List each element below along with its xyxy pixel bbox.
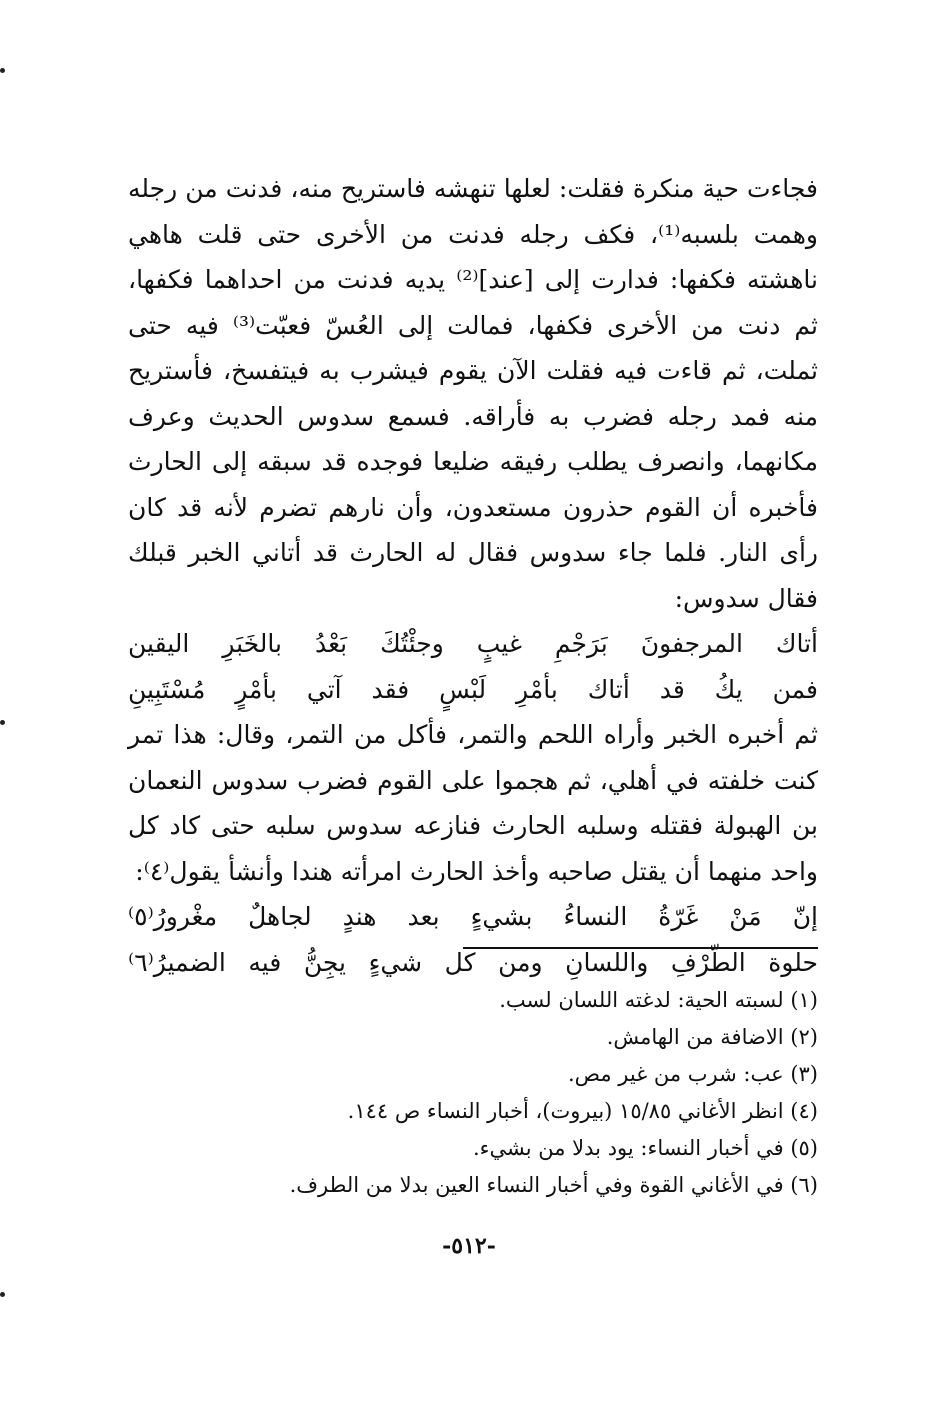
footnote-5: (٥) في أخبار النساء: يود بدلا من بشيء. — [472, 1136, 818, 1160]
verse-word: يكُ — [714, 674, 743, 704]
verse-word: أتاك — [775, 629, 818, 658]
paragraph-1: فجاءت حية منكرة فقلت: لعلها تنهشه فاستريح منه، فدنت من رجله وهمت بلسبه⁽¹⁾، فكف رجله فدنت من الأخرى حتى قلت هاهي ناهشته فكفها: فدارت إلى [عند]⁽²⁾ يديه فدنت من احداهما فكفها، ثم دنت من الأخرى فكفها، فمالت إلى العُسّ فعبّت⁽³⁾ فيه حتى ثملت، ثم قاءت فيه فقلت الآن يقوم فيشرب به فيتفسخ، فأستريح منه فمد رجله فضرب به فأراقه. فسمع سدوس الحديث وعرف مكانهما، وانصرف يطلب رفيقه ضليعا فوجده قد سبقه إلى الحارث فأخبره أن القوم حذرون مستعدون، وأن نارهم تضرم لأنه قد كان رأى النار. فلما جاء سدوس فقال له الحارث قد أتاني الخبر قبلك فقال سدوس: — [128, 174, 818, 613]
verse-word: اليقين — [128, 629, 190, 658]
verse-word: لجاهلٌ — [248, 902, 312, 931]
verse-word: بأمْرِ — [516, 674, 558, 704]
verse-word: بأمْرٍ — [235, 674, 278, 704]
verse-word: بعد — [407, 902, 440, 931]
verse-word: غَرّةُ — [658, 902, 699, 931]
verse-1-line-1 — [128, 621, 818, 667]
verse-word: بَرَجْمِ — [554, 629, 608, 658]
verse-word: فقد — [371, 674, 410, 704]
verse-word: المرجفونَ — [640, 629, 743, 658]
scan-speck — [0, 1292, 5, 1297]
verse-word: ومن — [498, 947, 543, 977]
verse-word: النساءُ — [563, 902, 628, 931]
page-number: -٥١٢- — [442, 1233, 496, 1259]
verse-word: آتي — [306, 674, 342, 704]
footnote-2: (٢) الاضافة من الهامش. — [606, 1025, 818, 1049]
verse-word: بالخَبَرِ — [222, 629, 282, 658]
footnotes — [128, 982, 818, 1204]
verse-word: أتاك — [587, 674, 630, 704]
verse-word: مُسْتَبِينِ — [128, 674, 206, 704]
verse-word: وجئْتُكَ — [380, 629, 444, 658]
verse-word: قد — [659, 674, 685, 704]
footnote-separator — [463, 947, 818, 949]
verse-word: فيه — [248, 947, 282, 977]
verse-word: لَبْسٍ — [439, 674, 487, 704]
verse-2-line-1 — [128, 894, 818, 940]
verse-word: بشيءٍ — [470, 902, 533, 931]
scan-speck — [0, 720, 5, 725]
verse-word: الضميرُ⁽٦⁾ — [128, 947, 226, 977]
footnote-3: (٣) عب: شرب من غير مص. — [567, 1062, 818, 1086]
verse-word: فمن — [772, 674, 818, 704]
verse-word: مَنْ — [729, 902, 762, 931]
verse-word: واللسانِ — [565, 947, 649, 977]
verse-word: غيبٍ — [476, 629, 522, 658]
verse-word: مغْرورُ⁽٥⁾ — [128, 902, 218, 931]
footnote-4: (٤) انظر الأغاني ١٥/٨٥ (بيروت)، أخبار النساء ص ١٤٤. — [347, 1099, 818, 1123]
verse-word: يجِنُّ — [303, 947, 346, 977]
verse-word: هندٍ — [342, 902, 377, 931]
verse-word: شيءٍ — [368, 947, 423, 977]
verse-word: الطّرْفِ — [670, 947, 746, 977]
verse-word: بَعْدُ — [314, 629, 348, 658]
scan-speck — [0, 68, 5, 73]
verse-word: إنّ — [792, 902, 818, 931]
paragraph-2: ثم أخبره الخبر وأراه اللحم والتمر، فأكل من التمر، وقال: هذا تمر كنت خلفته في أهلي، ثم هجموا على القوم فضرب سدوس النعمان بن الهبولة فقتله وسلبه الحارث فنازعه سدوس سلبه حتى كاد كل واحد منهما أن يقتل صاحبه وأخذ الحارث امرأته هندا وأنشأ يقول⁽٤⁾: — [128, 720, 818, 886]
verse-1-line-2 — [128, 667, 818, 713]
footnote-6: (٦) في الأغاني القوة وفي أخبار النساء العين بدلا من الطرف. — [289, 1173, 818, 1197]
verse-word: كل — [444, 947, 476, 977]
footnote-1: (١) لسبته الحية: لدغته اللسان لسب. — [499, 988, 818, 1012]
verse-word: حلوة — [768, 947, 818, 977]
main-text — [128, 166, 818, 985]
